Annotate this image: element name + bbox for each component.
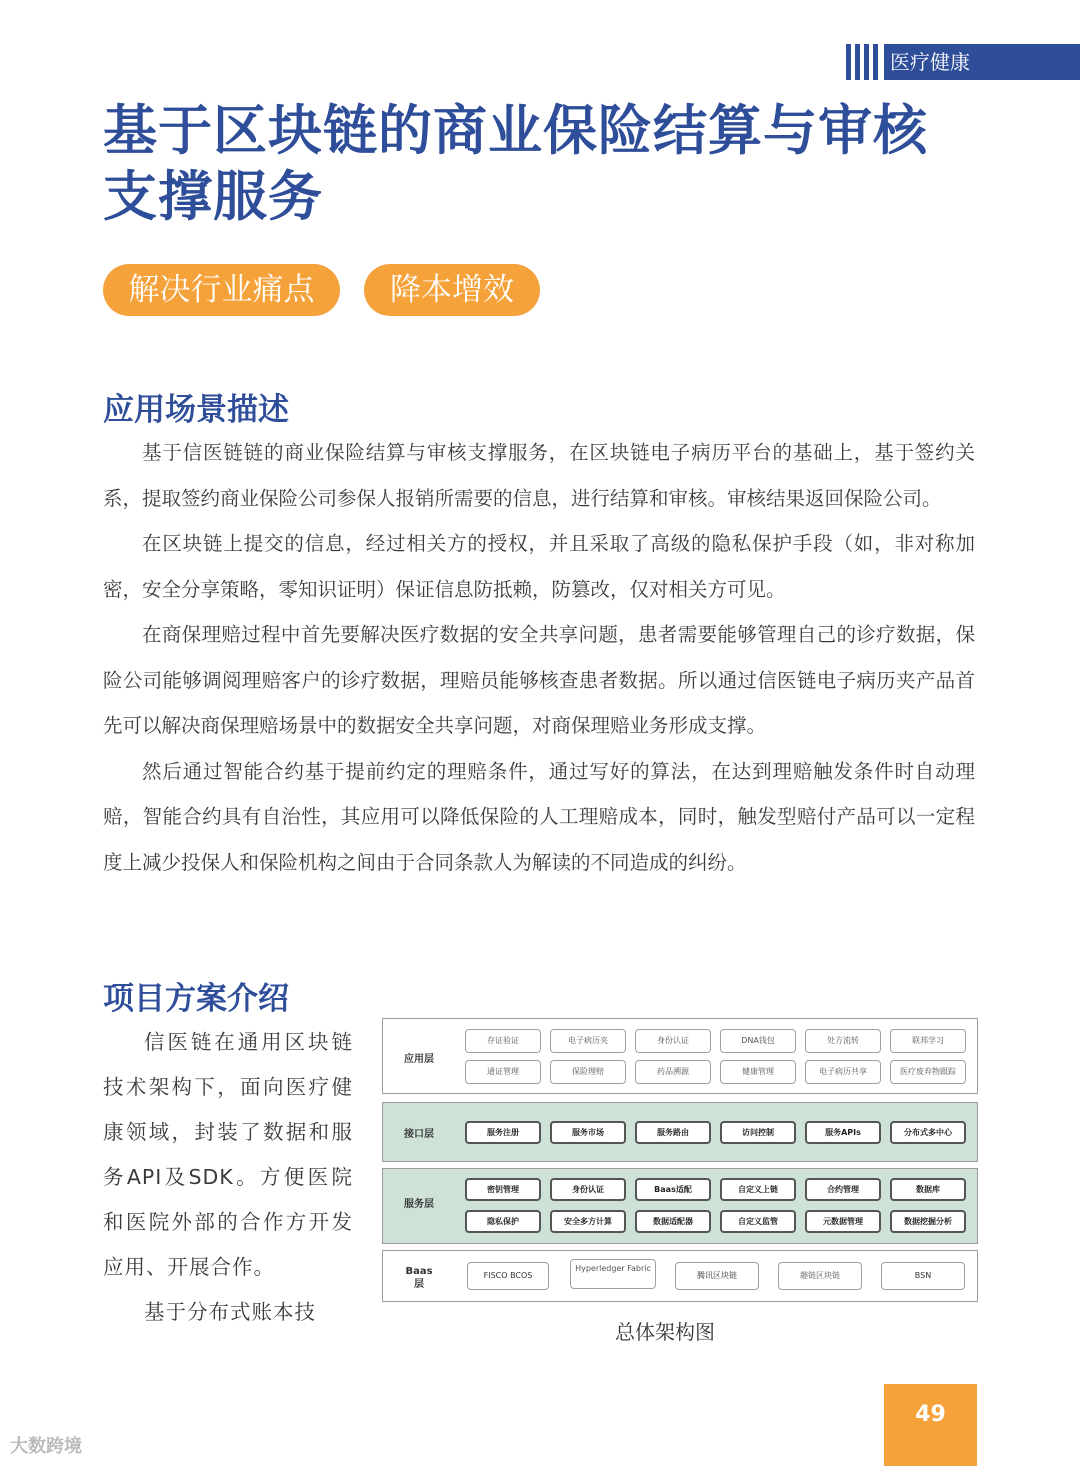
service-cell: 数据适配器 bbox=[635, 1210, 711, 1233]
api-cell: 访问控制 bbox=[720, 1121, 796, 1144]
service-layer bbox=[382, 1168, 978, 1244]
header-stripe bbox=[855, 44, 860, 80]
baas-cell: FISCO BCOS bbox=[467, 1262, 549, 1290]
project-body bbox=[103, 1020, 353, 1335]
diagram-caption: 总体架构图 bbox=[615, 1320, 715, 1344]
layer-name: 应用层 bbox=[404, 1054, 434, 1065]
section-label: 医疗健康 bbox=[884, 44, 1080, 80]
app-cell: 药品溯源 bbox=[635, 1060, 711, 1084]
service-cell: 合约管理 bbox=[805, 1178, 881, 1201]
app-cell: 身份认证 bbox=[635, 1029, 711, 1053]
api-cell: 服务市场 bbox=[550, 1121, 626, 1144]
page-number: 49 bbox=[884, 1384, 977, 1466]
service-cell: 数据挖掘分析 bbox=[890, 1210, 966, 1233]
paragraph: 信医链在通用区块链技术架构下，面向医疗健康领域，封装了数据和服务API及SDK。方便医院和医院外部的合作方开发应用、开展合作。 bbox=[103, 1030, 353, 1279]
app-cell: 健康管理 bbox=[720, 1060, 796, 1084]
service-cell: 自定义监管 bbox=[720, 1210, 796, 1233]
service-cell: 安全多方计算 bbox=[550, 1210, 626, 1233]
baas-cell: 趣链区块链 bbox=[778, 1262, 862, 1290]
app-cell: DNA钱包 bbox=[720, 1029, 796, 1053]
app-cell: 处方流转 bbox=[805, 1029, 881, 1053]
api-layer bbox=[382, 1102, 978, 1162]
api-cell: 服务APIs bbox=[805, 1121, 881, 1144]
layer-name: 接口层 bbox=[404, 1129, 434, 1140]
baas-cell: 腾讯区块链 bbox=[675, 1262, 759, 1290]
tag-cost-efficiency: 降本增效 bbox=[364, 264, 540, 316]
api-cell: 服务路由 bbox=[635, 1121, 711, 1144]
app-cell: 医疗废弃物跟踪 bbox=[890, 1060, 966, 1084]
title-line-1: 基于区块链的商业保险结算与审核 bbox=[103, 99, 928, 162]
layer-name bbox=[389, 1265, 449, 1291]
watermark: 大数跨境 bbox=[10, 1436, 82, 1457]
paragraph: 然后通过智能合约基于提前约定的理赔条件，通过写好的算法，在达到理赔触发条件时自动理赔，智能合约具有自治性，其应用可以降低保险的人工理赔成本，同时，触发型赔付产品可以一定程度上减少投保人和保险机构之间由于合同条款人为解读的不同造成的纠纷。 bbox=[103, 759, 975, 874]
service-cell: 密钥管理 bbox=[465, 1178, 541, 1201]
service-cell: Baas适配 bbox=[635, 1178, 711, 1201]
project-heading: 项目方案介绍 bbox=[103, 981, 289, 1017]
service-cell: 自定义上链 bbox=[720, 1178, 796, 1201]
section-header bbox=[846, 44, 1080, 80]
header-stripe bbox=[846, 44, 851, 80]
scenario-heading: 应用场景描述 bbox=[103, 392, 289, 428]
app-cell: 通证管理 bbox=[465, 1060, 541, 1084]
app-cell: 联邦学习 bbox=[890, 1029, 966, 1053]
paragraph: 在区块链上提交的信息，经过相关方的授权，并且采取了高级的隐私保护手段（如，非对称加密，安全分享策略，零知识证明）保证信息防抵赖，防篡改，仅对相关方可见。 bbox=[103, 532, 975, 601]
service-cell: 数据库 bbox=[890, 1178, 966, 1201]
app-cell: 保险理赔 bbox=[550, 1060, 626, 1084]
app-cell: 电子病历共享 bbox=[805, 1060, 881, 1084]
app-cell: 存证验证 bbox=[465, 1029, 541, 1053]
scenario-body bbox=[103, 430, 975, 885]
tag-pain-points: 解决行业痛点 bbox=[103, 264, 340, 316]
app-layer bbox=[382, 1018, 978, 1094]
service-cell: 身份认证 bbox=[550, 1178, 626, 1201]
header-stripe bbox=[873, 44, 878, 80]
baas-cell: BSN bbox=[881, 1262, 965, 1290]
baas-cell: Hyperledger Fabric bbox=[570, 1259, 656, 1289]
paragraph: 基于分布式账本技 bbox=[144, 1300, 316, 1324]
api-cell: 分布式多中心 bbox=[890, 1121, 966, 1144]
layer-name: 服务层 bbox=[404, 1199, 434, 1210]
paragraph: 在商保理赔过程中首先要解决医疗数据的安全共享问题，患者需要能够管理自己的诊疗数据，保险公司能够调阅理赔客户的诊疗数据，理赔员能够核查患者数据。所以通过信医链电子病历夹产品首先可以解决商保理赔场景中的数据安全共享问题，对商保理赔业务形成支撑。 bbox=[103, 623, 975, 737]
baas-layer bbox=[382, 1250, 978, 1302]
layer-name-line: Baas bbox=[405, 1266, 433, 1277]
api-cell: 服务注册 bbox=[465, 1121, 541, 1144]
title-line-2: 支撑服务 bbox=[103, 165, 323, 228]
service-cell: 隐私保护 bbox=[465, 1210, 541, 1233]
layer-name-line: 层 bbox=[414, 1279, 424, 1290]
app-cell: 电子病历夹 bbox=[550, 1029, 626, 1053]
paragraph: 基于信医链链的商业保险结算与审核支撑服务，在区块链电子病历平台的基础上，基于签约关系，提取签约商业保险公司参保人报销所需要的信息，进行结算和审核。审核结果返回保险公司。 bbox=[103, 441, 975, 510]
header-stripe bbox=[864, 44, 869, 80]
service-cell: 元数据管理 bbox=[805, 1210, 881, 1233]
page-title bbox=[103, 98, 983, 230]
